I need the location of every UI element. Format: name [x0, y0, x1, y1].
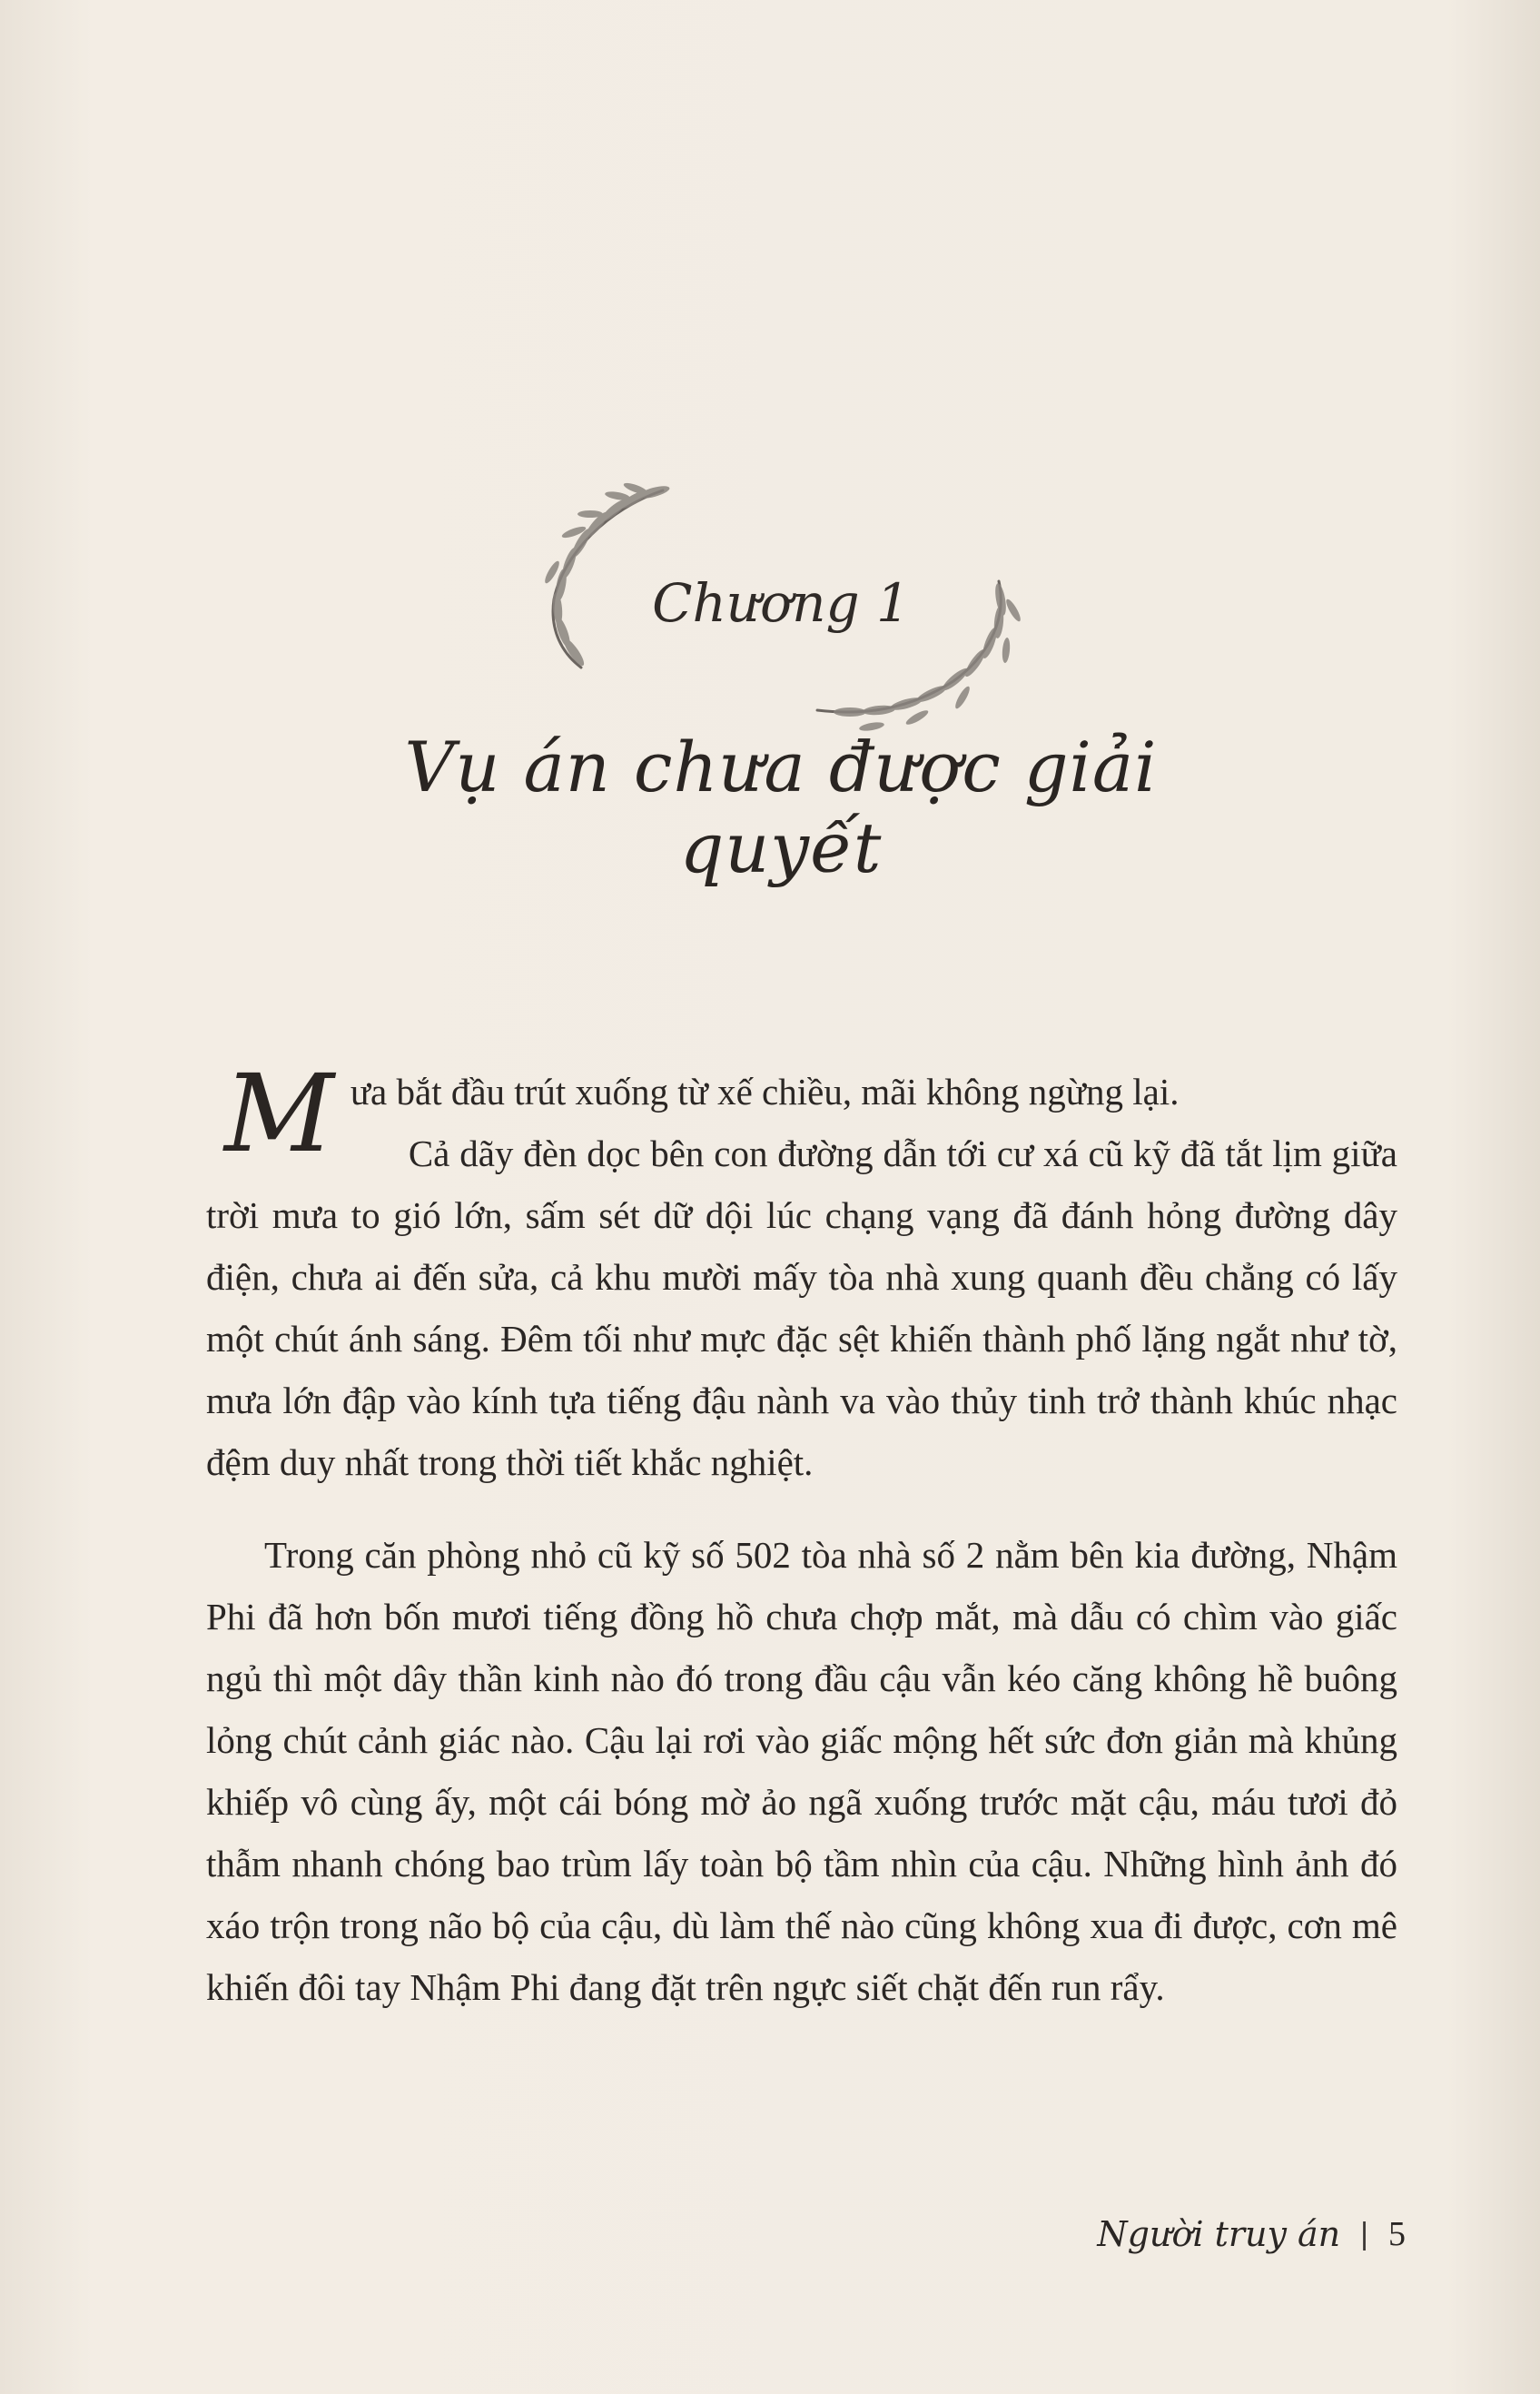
- chapter-body: [206, 1051, 1397, 2018]
- paragraph-3: Trong căn phòng nhỏ cũ kỹ số 502 tòa nhà số 2 nằm bên kia đường, Nhậm Phi đã hơn bốn mươi tiếng đồng hồ chưa chợp mắt, mà dẫu có chìm vào giấc ngủ thì một dây thần kinh nào đó trong đầu cậu vẫn kéo căng không hề buông lỏng chút cảnh giác nào. Cậu lại rơi vào giấc mộng hết sức đơn giản mà khủng khiếp vô cùng ấy, một cái bóng mờ ảo ngã xuống trước mặt cậu, máu tươi đỏ thẫm nhanh chóng bao trùm lấy toàn bộ tầm nhìn của cậu. Những hình ảnh đó xáo trộn trong não bộ của cậu, dù làm thế nào cũng không xua đi được, cơn mê khiến đôi tay Nhậm Phi đang đặt trên ngực siết chặt đến run rẩy.: [206, 1534, 1397, 2008]
- footer-separator: |: [1360, 2216, 1368, 2251]
- chapter-heading: [327, 472, 1235, 888]
- chapter-label: Chương 1: [652, 572, 910, 634]
- chapter-title: Vụ án chưa được giải quyết: [404, 727, 1158, 888]
- drop-cap: M: [224, 1051, 334, 1176]
- running-title: Người truy án: [1097, 2214, 1341, 2254]
- paragraph-1: [206, 1051, 1397, 1176]
- page-footer: [1097, 2214, 1406, 2254]
- paragraph-1-text: ưa bắt đầu trút xuống từ xế chiều, mãi không ngừng lại.: [350, 1071, 1180, 1113]
- paragraph-2: Cả dãy đèn dọc bên con đường dẫn tới cư xá cũ kỹ đã tắt lịm giữa trời mưa to gió lớn, sấm sét dữ dội lúc chạng vạng đã đánh hỏng đường dây điện, chưa ai đến sửa, cả khu mười mấy tòa nhà xung quanh đều chẳng có lấy một chút ánh sáng. Đêm tối như mực đặc sệt khiến thành phố lặng ngắt như tờ, mưa lớn đập vào kính tựa tiếng đậu nành va vào thủy tinh trở thành khúc nhạc đệm duy nhất trong thời tiết khắc nghiệt.: [206, 1133, 1397, 1483]
- page-number: 5: [1388, 2215, 1406, 2253]
